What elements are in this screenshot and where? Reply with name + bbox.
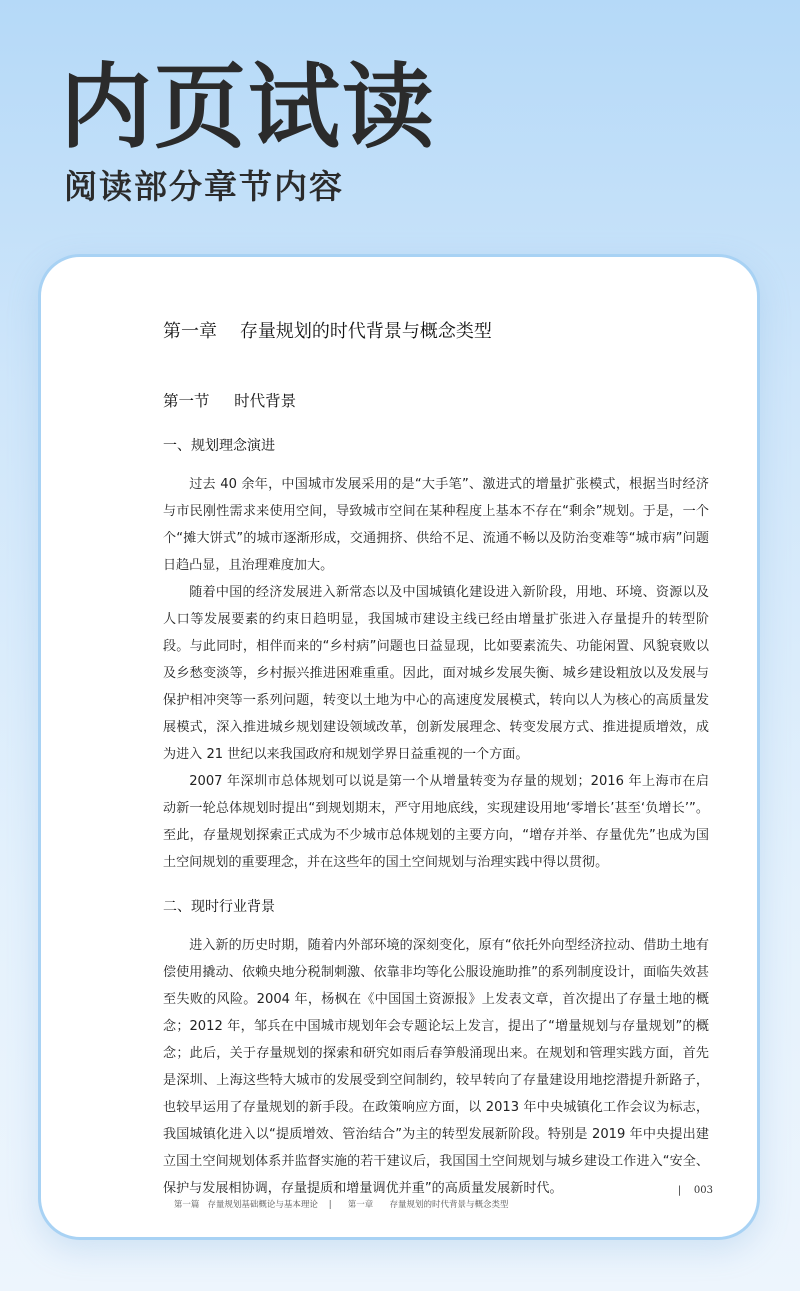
page-footer [163,1184,713,1210]
paragraph: 进入新的历史时期，随着内外部环境的深刻变化，原有“依托外向型经济拉动、借助土地有偿使用撬动、依赖央地分税制刺激、依靠非均等化公服设施助推”的系列制度设计，面临失效甚至失败的风险。2004 年，杨枫在《中国国土资源报》上发表文章，首次提出了存量土地的概念；2012 年，邹兵在中国城市规划年会专题论坛上发言，提出了“增量规划与存量规划”的概念；此后，关于存量规划的探索和研究如雨后春笋般涌现出来。在规划和管理实践方面，首先是深圳、上海这些特大城市的发展受到空间制约，较早转向了存量建设用地挖潜提升新路子，也较早运用了存量规划的新手段。在政策响应方面，以 2013 年中央城镇化工作会议为标志，我国城镇化进入以“提质增效、管治结合”为主的转型发展新阶段。特别是 2019 年中央提出建立国土空间规划体系并监督实施的若干建议后，我国国土空间规划与城乡建设工作进入“安全、保护与发展相协调，存量提质和增量调优并重”的高质量发展新时代。 [163,938,709,1196]
hero-title: 内页试读 [60,54,437,161]
page-number: | 003 [677,1185,713,1196]
paragraph: 过去 40 余年，中国城市发展采用的是“大手笔”、激进式的增量扩张模式，根据当时经济与市民刚性需求来使用空间，导致城市空间在某种程度上基本不存在“剩余”规划。于是，一个个“摊大饼式”的城市逐渐形成，交通拥挤、供给不足、流通不畅以及防治变难等“城市病”问题日趋凸显，且治理难度加大。 [163,477,709,573]
hero-subtitle: 阅读部分章节内容 [64,167,344,206]
subsection-heading: 二、现时行业背景 [163,899,275,915]
subsection-body [163,471,709,876]
subsection-body [163,932,709,1202]
paragraph: 2007 年深圳市总体规划可以说是第一个从增量转变为存量的规划；2016 年上海市在启动新一轮总体规划时提出“到规划期末，严守用地底线，实现建设用地‘零增长’甚至‘负增长’”。至此，存量规划探索正式成为不少城市总体规划的主要方向，“增存并举、存量优先”也成为国土空间规划的重要理念，并在这些年的国土空间规划与治理实践中得以贯彻。 [163,774,709,870]
chapter-title: 第一章 存量规划的时代背景与概念类型 [163,321,492,342]
subsection-heading: 一、规划理念演进 [163,438,275,454]
footer-running-title: 第一篇 存量规划基础概论与基本理论 | 第一章 存量规划的时代背景与概念类型 [173,1200,509,1210]
page-content [163,319,709,1202]
page-preview-card [38,254,760,1240]
section-title: 第一节 时代背景 [163,392,297,410]
paragraph: 随着中国的经济发展进入新常态以及中国城镇化建设进入新阶段，用地、环境、资源以及人口等发展要素的约束日趋明显，我国城市建设主线已经由增量扩张进入存量提升的转型阶段。与此同时，相伴而来的“乡村病”问题也日益显现，比如要素流失、功能闲置、风貌衰败以及乡愁变淡等，乡村振兴推进困难重重。因此，面对城乡发展失衡、城乡建设粗放以及发展与保护相冲突等一系列问题，转变以土地为中心的高速度发展模式，转向以人为核心的高质量发展模式，深入推进城乡规划建设领域改革，创新发展理念、转变发展方式、推进提质增效，成为进入 21 世纪以来我国政府和规划学界日益重视的一个方面。 [163,585,709,762]
